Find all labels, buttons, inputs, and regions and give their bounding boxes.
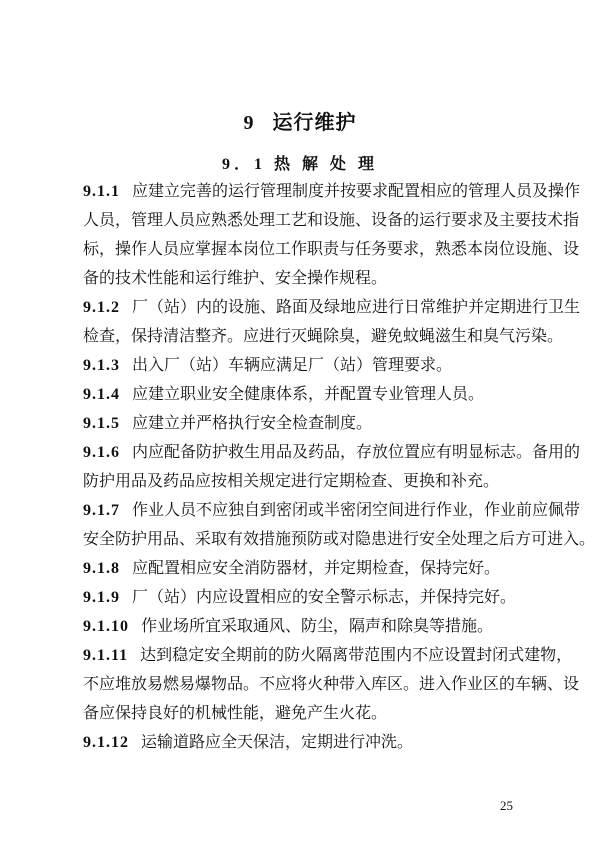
clause-line: [83, 409, 520, 438]
clause-9-1-7: [83, 496, 596, 554]
clause-text: 检查，保持清洁整齐。应进行灭蝇除臭，避免蚊蝇滋生和臭气污染。: [83, 328, 564, 345]
clause-9-1-1: [83, 177, 581, 293]
clause-text: 应配置相应安全消防器材，并定期检查，保持完好。: [132, 560, 501, 577]
clause-9-1-9: [83, 583, 520, 612]
clause-text: 人员，管理人员应熟悉处理工艺和设施、设备的运行要求及主要技术指: [83, 212, 580, 229]
clause-9-1-4: [83, 380, 520, 409]
clause-9-1-10: [83, 612, 520, 641]
clause-line: [83, 728, 520, 757]
clause-text: 不应堆放易燃易爆物品。不应将火种带入库区。进入作业区的车辆、设: [83, 676, 580, 693]
clause-line: [83, 438, 581, 467]
clause-line: [83, 351, 520, 380]
clause-text: 厂（站）内的设施、路面及绿地应进行日常维护并定期进行卫生: [132, 299, 581, 316]
clause-line: [83, 380, 520, 409]
clause-9-1-8: [83, 554, 520, 583]
clause-line: [83, 641, 573, 670]
clause-line: [83, 612, 520, 641]
clause-text: 作业人员不应独自到密闭或半密闭空间进行作业，作业前应佩带: [132, 502, 581, 519]
clause-9-1-2: [83, 293, 581, 351]
clause-text: 安全防护用品、采取有效措施预防或对隐患进行安全处理之后方可进入。: [83, 531, 596, 548]
clause-line: [83, 206, 580, 235]
clause-text: 达到稳定安全期前的防火隔离带范围内不应设置封闭式建物，: [140, 647, 573, 664]
clause-text: 出入厂（站）车辆应满足厂（站）管理要求。: [132, 357, 453, 374]
clause-text: 防护用品及药品应按相关规定进行定期检查、更换和补充。: [83, 473, 500, 490]
clause-line: [83, 177, 581, 206]
clause-text: 应建立职业安全健康体系，并配置专业管理人员。: [132, 386, 485, 403]
clause-line: [83, 525, 596, 554]
clause-line: [83, 699, 520, 728]
clause-text: 备应保持良好的机械性能，避免产生火花。: [83, 705, 388, 722]
clause-text: 应建立并严格执行安全检查制度。: [132, 415, 373, 432]
clause-number: 9.1.2: [83, 299, 120, 316]
chapter-number: 9: [243, 112, 255, 134]
chapter-title-text: 运行维护: [272, 112, 357, 134]
clause-number: 9.1.11: [83, 647, 129, 664]
clause-text: 标，操作人员应掌握本岗位工作职责与任务要求，熟悉本岗位设施、设: [83, 241, 580, 258]
clause-text: 运输道路应全天保洁，定期进行冲洗。: [141, 734, 414, 751]
clause-line: [83, 554, 520, 583]
clause-text: 应建立完善的运行管理制度并按要求配置相应的管理人员及操作: [132, 183, 581, 200]
clause-line: [83, 467, 520, 496]
clause-number: 9.1.1: [83, 183, 120, 200]
clause-number: 9.1.6: [83, 444, 120, 461]
clause-number: 9.1.5: [83, 415, 120, 432]
page-number: 25: [500, 798, 513, 813]
clause-text: 备的技术性能和运行维护、安全操作规程。: [83, 270, 388, 287]
clause-line: [83, 264, 520, 293]
clause-number: 9.1.4: [83, 386, 120, 403]
section-title: [0, 151, 600, 174]
document-body: [83, 177, 596, 757]
clause-number: 9.1.9: [83, 589, 120, 606]
clause-9-1-5: [83, 409, 520, 438]
clause-text: 厂（站）内应设置相应的安全警示标志，并保持完好。: [132, 589, 517, 606]
clause-line: [83, 235, 580, 264]
clause-number: 9.1.10: [83, 618, 129, 635]
clause-number: 9.1.3: [83, 357, 120, 374]
clause-9-1-3: [83, 351, 520, 380]
clause-line: [83, 670, 580, 699]
chapter-title: [0, 106, 600, 135]
section-number: 9．1: [221, 156, 266, 173]
clause-number: 9.1.12: [83, 734, 129, 751]
clause-line: [83, 322, 564, 351]
clause-9-1-11: [83, 641, 580, 728]
clause-line: [83, 583, 520, 612]
clause-number: 9.1.7: [83, 502, 120, 519]
clause-9-1-6: [83, 438, 581, 496]
clause-line: [83, 293, 581, 322]
clause-9-1-12: [83, 728, 520, 757]
section-title-text: 热 解 处 理: [274, 156, 379, 173]
clause-text: 作业场所宜采取通风、防尘，隔声和除臭等措施。: [141, 618, 494, 635]
clause-line: [83, 496, 581, 525]
clause-number: 9.1.8: [83, 560, 120, 577]
clause-text: 内应配备防护救生用品及药品，存放位置应有明显标志。备用的: [132, 444, 581, 461]
